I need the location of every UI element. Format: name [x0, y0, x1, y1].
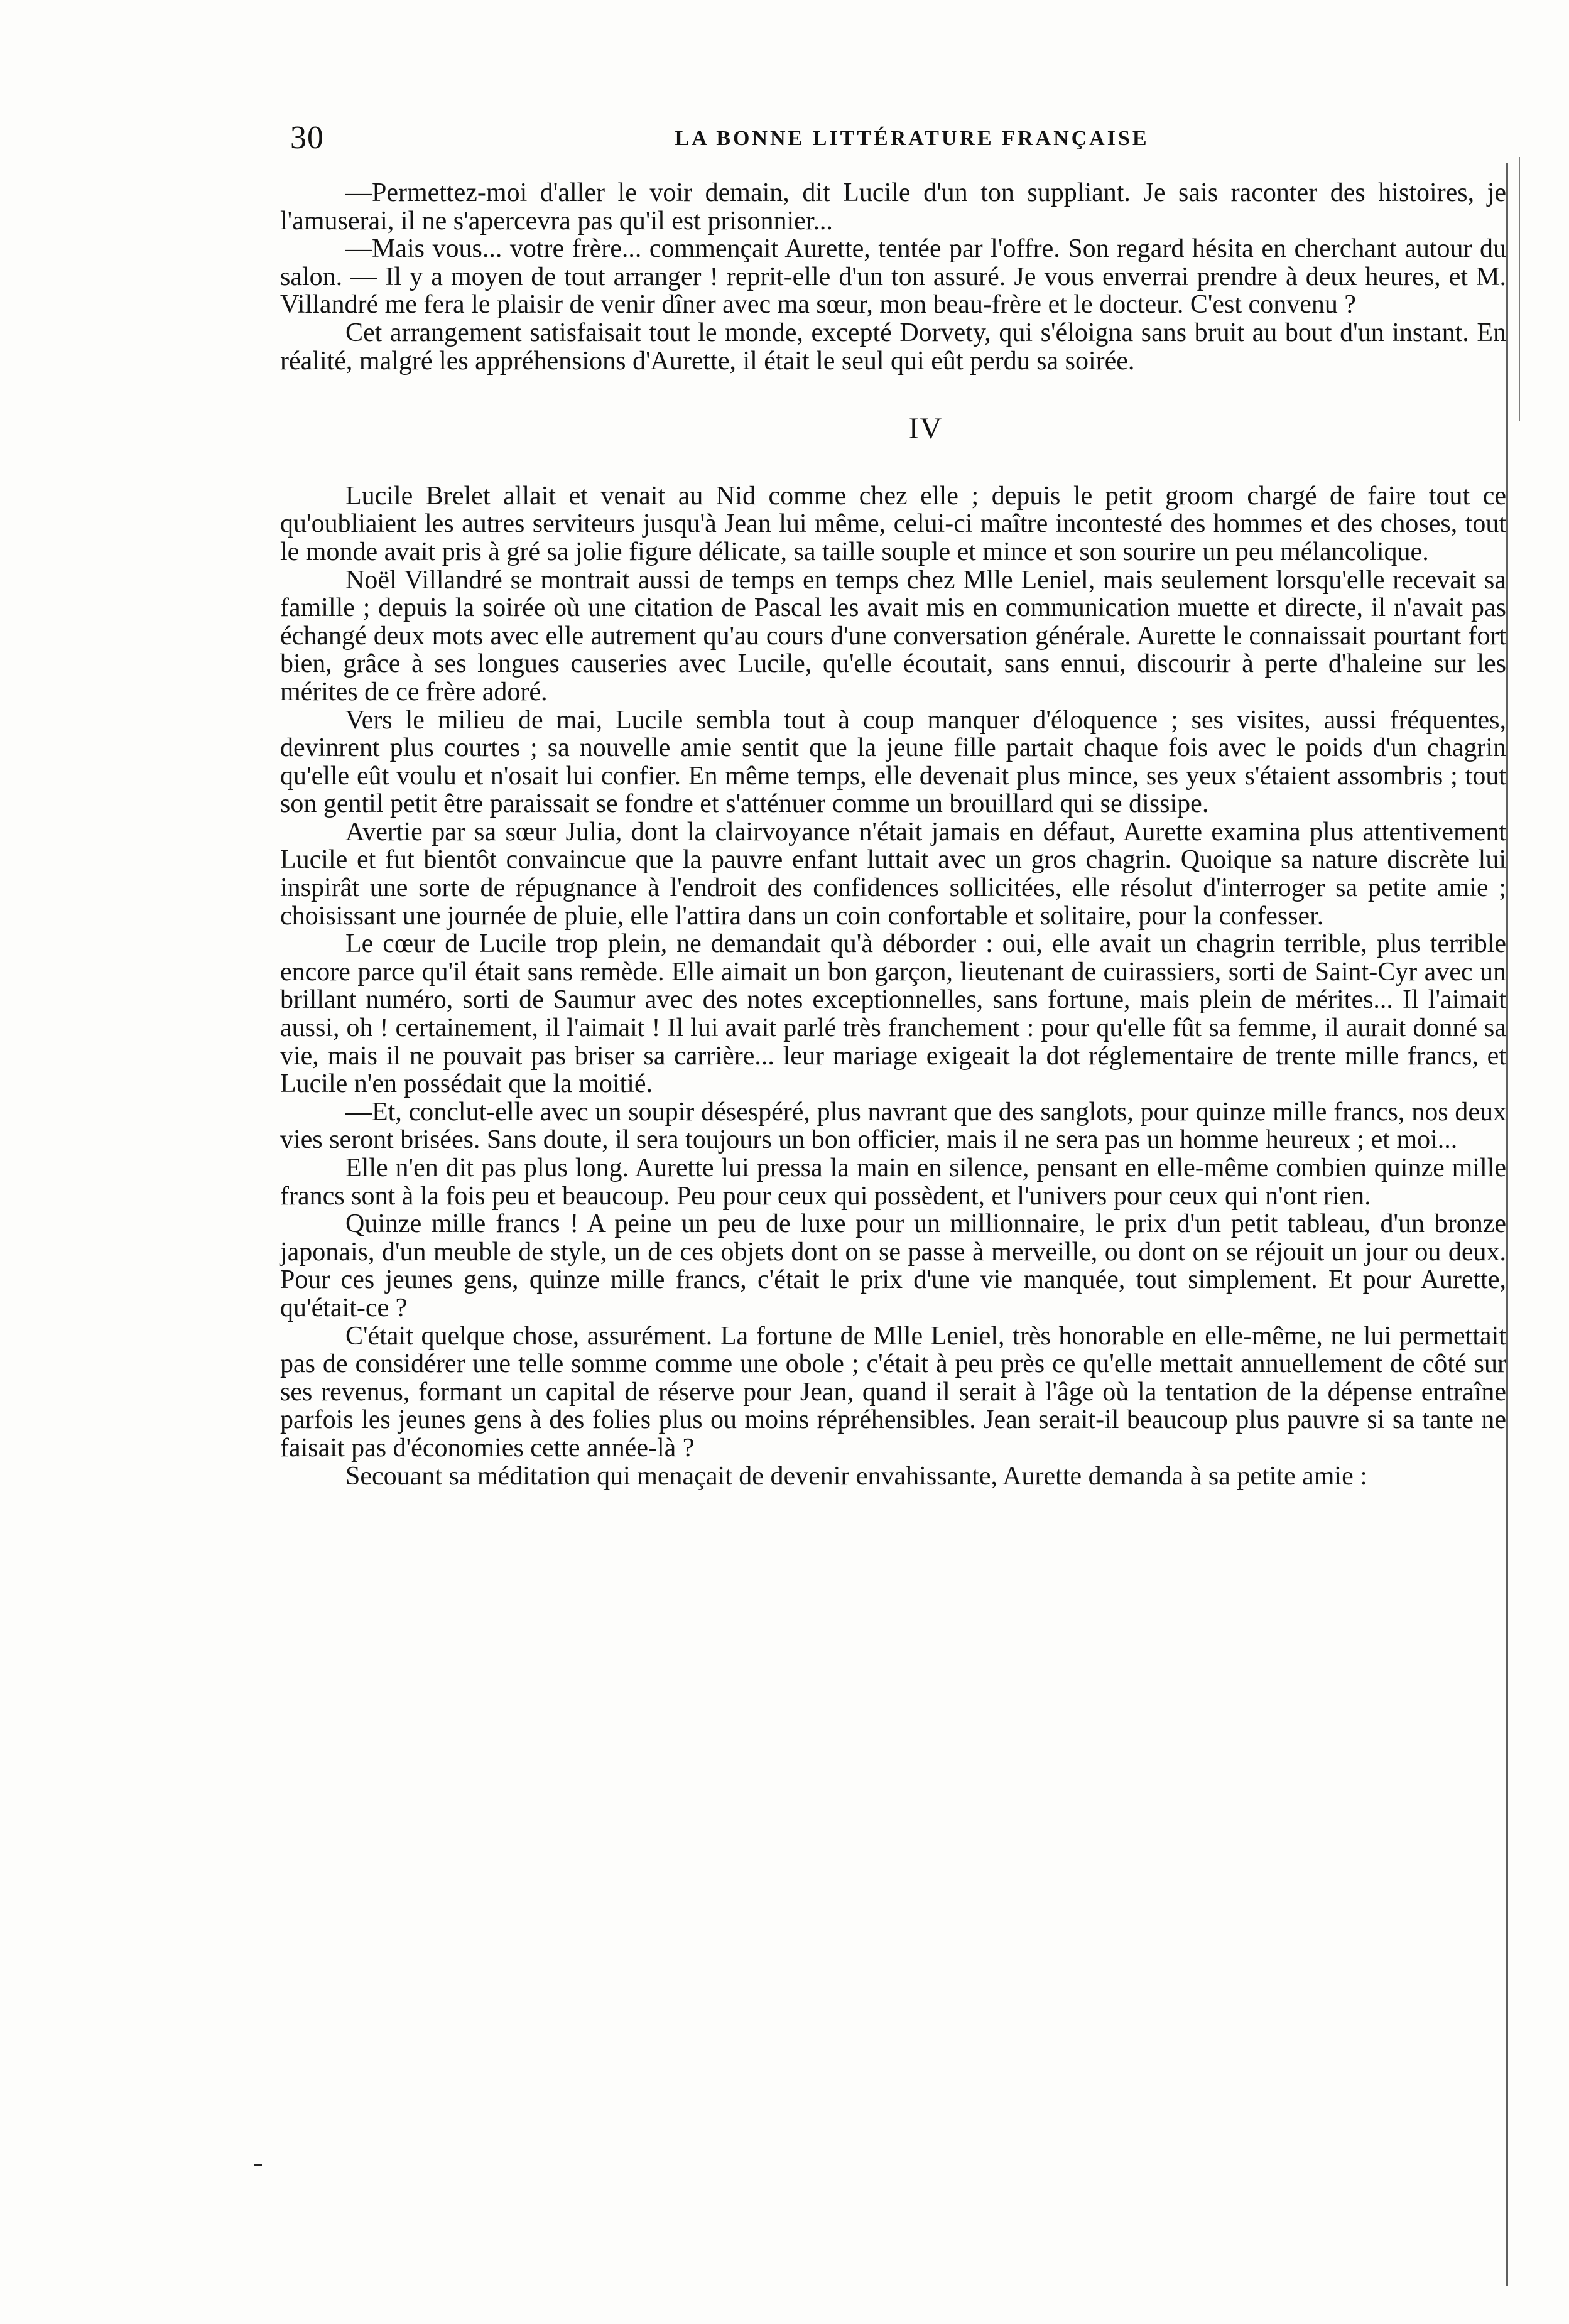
page-header — [290, 119, 1534, 163]
paragraph: Elle n'en dit pas plus long. Aurette lui pressa la main en silence, pensant en elle-même combien quinze mille francs sont à la fois peu et beaucoup. Peu pour ceux qui possèdent, et l'univers pour ceux qui n'ont rien. — [280, 1154, 1506, 1211]
paragraph: Quinze mille francs ! A peine un peu de luxe pour un millionnaire, le prix d'un petit tableau, d'un bronze japonais, d'un meuble de style, un de ces objets dont on se passe à merveille, ou dont on se réjouit un jour ou deux. Pour ces jeunes gens, quinze mille francs, c'était le prix d'une vie manquée, tout simplement. Et pour Aurette, qu'était-ce ? — [280, 1209, 1506, 1322]
page-binding-edge — [1506, 163, 1514, 2286]
body-text — [280, 179, 1506, 1490]
chapter-heading: IV — [908, 412, 943, 446]
paragraph: Vers le milieu de mai, Lucile sembla tout à coup manquer d'éloquence ; ses visites, aussi fréquentes, devinrent plus courtes ; sa nouvelle amie sentit que la jeune fille partait chaque fois avec le poids d'un chagrin qu'elle eût voulu et n'osait lui confier. En même temps, elle devenait plus mince, ses yeux s'étaient assombris ; tout son gentil petit être paraissait se fondre et s'atténuer comme un brouillard qui se dissipe. — [280, 705, 1506, 819]
paragraph: Lucile Brelet allait et venait au Nid comme chez elle ; depuis le petit groom chargé de faire tout ce qu'oubliaient les autres serviteurs jusqu'à Jean lui même, celui-ci maître incontesté des hommes et des choses, tout le monde avait pris à gré sa jolie figure délicate, sa taille souple et mince et son sourire un peu mélancolique. — [280, 481, 1506, 566]
paragraph: —Permettez-moi d'aller le voir demain, dit Lucile d'un ton suppliant. Je sais raconter des histoires, je l'amuserai, il ne s'apercevra pas qu'il est prisonnier... — [280, 178, 1506, 235]
paragraph: Noël Villandré se montrait aussi de temps en temps chez Mlle Leniel, mais seulement lorsqu'elle recevait sa famille ; depuis la soirée où une citation de Pascal les avait mis en communication muette et directe, il n'avait pas échangé deux mots avec elle autrement qu'au cours d'une conversation générale. Aurette le connaissait pourtant fort bien, grâce à ses longues causeries avec Lucile, qu'elle écoutait, sans ennui, discourir à perte d'haleine sur les mérites de ce frère adoré. — [280, 565, 1506, 706]
scan-artifact-mark — [254, 2164, 262, 2166]
running-title: LA BONNE LITTÉRATURE FRANÇAISE — [675, 127, 1149, 150]
paragraph: Cet arrangement satisfaisait tout le monde, excepté Dorvety, qui s'éloigna sans bruit au bout d'un instant. En réalité, malgré les appréhensions d'Aurette, il était le seul qui eût perdu sa soirée. — [280, 318, 1506, 376]
paragraph: —Mais vous... votre frère... commençait Aurette, tentée par l'offre. Son regard hésita en cherchant autour du salon. — Il y a moyen de tout arranger ! reprit-elle d'un ton assuré. Je vous enverrai prendre à deux heures, et M. Villandré me fera le plaisir de venir dîner avec ma sœur, mon beau-frère et le docteur. C'est convenu ? — [280, 234, 1506, 320]
paragraph: C'était quelque chose, assurément. La fortune de Mlle Leniel, très honorable en elle-même, ne lui permettait pas de considérer une telle somme comme une obole ; c'était à peu près ce qu'elle mettait annuellement de côté sur ses revenus, formant un capital de réserve pour Jean, quand il serait à l'âge où la tentation de la dépense entraîne parfois les jeunes gens à des folies plus ou moins répréhensibles. Jean serait-il beaucoup plus pauvre si sa tante ne faisait pas d'économies cette année-là ? — [280, 1321, 1506, 1462]
paragraph: —Et, conclut-elle avec un soupir désespéré, plus navrant que des sanglots, pour quinze mille francs, nos deux vies seront brisées. Sans doute, il sera toujours un bon officier, mais il ne sera pas un homme heureux ; et moi... — [280, 1097, 1506, 1155]
paragraph: Avertie par sa sœur Julia, dont la clairvoyance n'était jamais en défaut, Aurette examina plus attentivement Lucile et fut bientôt convaincue que la pauvre enfant luttait avec un gros chagrin. Quoique sa nature discrète lui inspirât une sorte de répugnance à l'endroit des confidences sollicitées, elle résolut d'interroger sa petite amie ; choisissant une journée de pluie, elle l'attira dans un coin confortable et solitaire, pour la confesser. — [280, 817, 1506, 931]
paragraph: Le cœur de Lucile trop plein, ne demandait qu'à déborder : oui, elle avait un chagrin terrible, plus terrible encore parce qu'il était sans remède. Elle aimait un bon garçon, lieutenant de cuirassiers, sorti de Saint-Cyr avec un brillant numéro, sorti de Saumur avec des notes exceptionnelles, sans fortune, mais plein de mérites... Il l'aimait aussi, oh ! certainement, il l'aimait ! Il lui avait parlé très franchement : pour qu'elle fût sa femme, il aurait donné sa vie, mais il ne pouvait pas briser sa carrière... leur mariage exigeait la dot réglementaire de trente mille francs, et Lucile n'en possédait que la moitié. — [280, 929, 1506, 1099]
paragraph: Secouant sa méditation qui menaçait de devenir envahissante, Aurette demanda à sa petite amie : — [345, 1461, 1367, 1491]
page-binding-edge-shadow — [1519, 157, 1520, 421]
page-number: 30 — [290, 120, 324, 156]
